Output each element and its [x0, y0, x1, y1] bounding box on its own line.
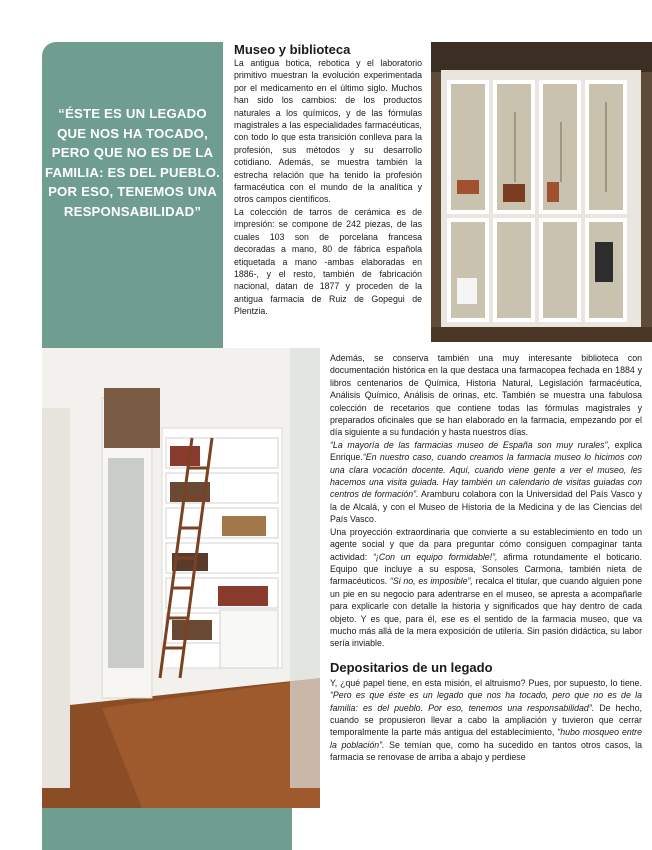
library-hallway-photo: [42, 348, 320, 808]
text-span: De hecho, cuando se propusieron llevar a cabo la ampliación y tuvieron que cerrar temporalmente la parte más antigua del establecimiento,: [330, 702, 642, 738]
cabinet-illustration: [431, 42, 652, 342]
pull-quote: “ÉSTE ES UN LEGADO QUE NOS HA TOCADO, PERO QUE NO ES DE LA FAMILIA: ES DEL PUEBLO. POR ESO, TENEMOS UNA RESPONSABILIDAD”: [44, 106, 221, 219]
quote-text: “Si no, es imposible”,: [389, 576, 473, 587]
paragraph: [330, 677, 642, 764]
paragraph: [330, 439, 642, 526]
paragraph: La colección de tarros de cerámica es de impresión: se compone de 242 piezas, de las cuales 103 son de porcelana francesa decoradas a mano, 80 de fábrica española etiquetada a mano -ambas elaboradas en 1886-, y el resto, también de fabricación nacional, datan de 1877 y proceden de la antigua farmacia de Ruiz de Gopegui de Plentzia.: [234, 206, 422, 317]
quote-text: “En nuestro caso, cuando creamos la farmacia museo lo hicimos con una clara vocación docente. Aquí, cuando viene gente a ver el museo, les hacemos una visita guiada. Hay también un calendario de visitas guiadas con centros de formación”.: [330, 452, 642, 500]
text-span: Y, ¿qué papel tiene, en esta misión, el altruismo? Pues, por supuesto, lo tiene.: [330, 677, 642, 688]
section-heading: Depositarios de un legado: [330, 659, 493, 675]
quote-text: “hubo mosqueo entre la población”.: [330, 727, 642, 750]
text-span: Se temían que, como ha sucedido en tantos otros casos, la farmacia se renovase de arriba a abajo y perdiese: [330, 739, 643, 763]
quote-text: “La mayoría de las farmacias museo de España son muy rurales”,: [330, 439, 610, 450]
section-body: [330, 352, 642, 650]
quote-text: “Pero es que éste es un legado que nos ha tocado, pero que no es de la familia: es del pueblo. Por eso, tenemos una responsabilidad”.: [330, 690, 642, 713]
text-span: afirma rotundamente el boticario. Equipo que incluye a su esposa, Sonsoles Carmona, también nieta de farmacéuticos.: [330, 551, 643, 587]
text-span: explica Enrique.: [330, 439, 643, 463]
paragraph: [330, 526, 642, 650]
text-span: Una proyección extraordinaria que convierte a su establecimiento en todo un agente social y que da para preguntar cómo consiguen compaginar tanta actividad:: [330, 526, 642, 562]
paragraph: La antigua botica, rebotica y el laboratorio primitivo muestran la evolución experimentada por el medicamento en el último siglo. Muchos han sido los cambios: de los productos naturales a los químicos, y de las fórmulas magistrales a las especialidades farmacéuticas, con todo lo que esta transición conlleva para la profesión, sus métodos y su desarrollo cotidiano. Además, se muestra también la estrecha relación que ha tenido la profesión farmacéutica con el mundo de la analítica y otros campos científicos.: [234, 58, 422, 205]
section-continuacion: [330, 352, 642, 764]
section-museo-biblioteca: [234, 42, 422, 318]
accent-panel-bottom: [42, 808, 292, 850]
section-body: [330, 677, 642, 764]
quote-text: “¡Con un equipo formidable!”,: [372, 551, 498, 562]
paragraph: Además, se conserva también una muy interesante biblioteca con documentación histórica en la que destaca una farmacopea fechada en 1884 y libros centenarios de Química, Historia Natural, Legislación farmacéutica, Análisis Químico, Análisis de orinas, etc. También se muestra una fabulosa colección de recetarios que contiene todas las fórmulas magistrales y preparados oficinales que se han elaborado en la farmacia, empezando por el día siguiente a su fundación y hasta nuestros días.: [330, 353, 642, 438]
pharmacy-cabinet-photo: [431, 42, 652, 342]
library-illustration: [42, 348, 320, 808]
section-heading: Museo y biblioteca: [234, 42, 351, 57]
section-body: [234, 57, 422, 318]
text-span: Aramburu colabora con la Universidad del País Vasco y la de Alcalá, y con el Museo de Historia de la Medicina y de las Ciencias del País Vasco.: [330, 489, 642, 525]
text-span: recalca el titular, que cuando alguien pone un pie en su negocio para adentrarse en el museo, se apresta a acompañarle para explicarle con detalle la historia y significados que hay dentro de cada objeto. Y es que, para él, ese es el sentido de la farmacia museo, que va mucho más allá de la mera exposición de utilería. Sin pasión didáctica, su labor sería inviable.: [330, 576, 642, 649]
